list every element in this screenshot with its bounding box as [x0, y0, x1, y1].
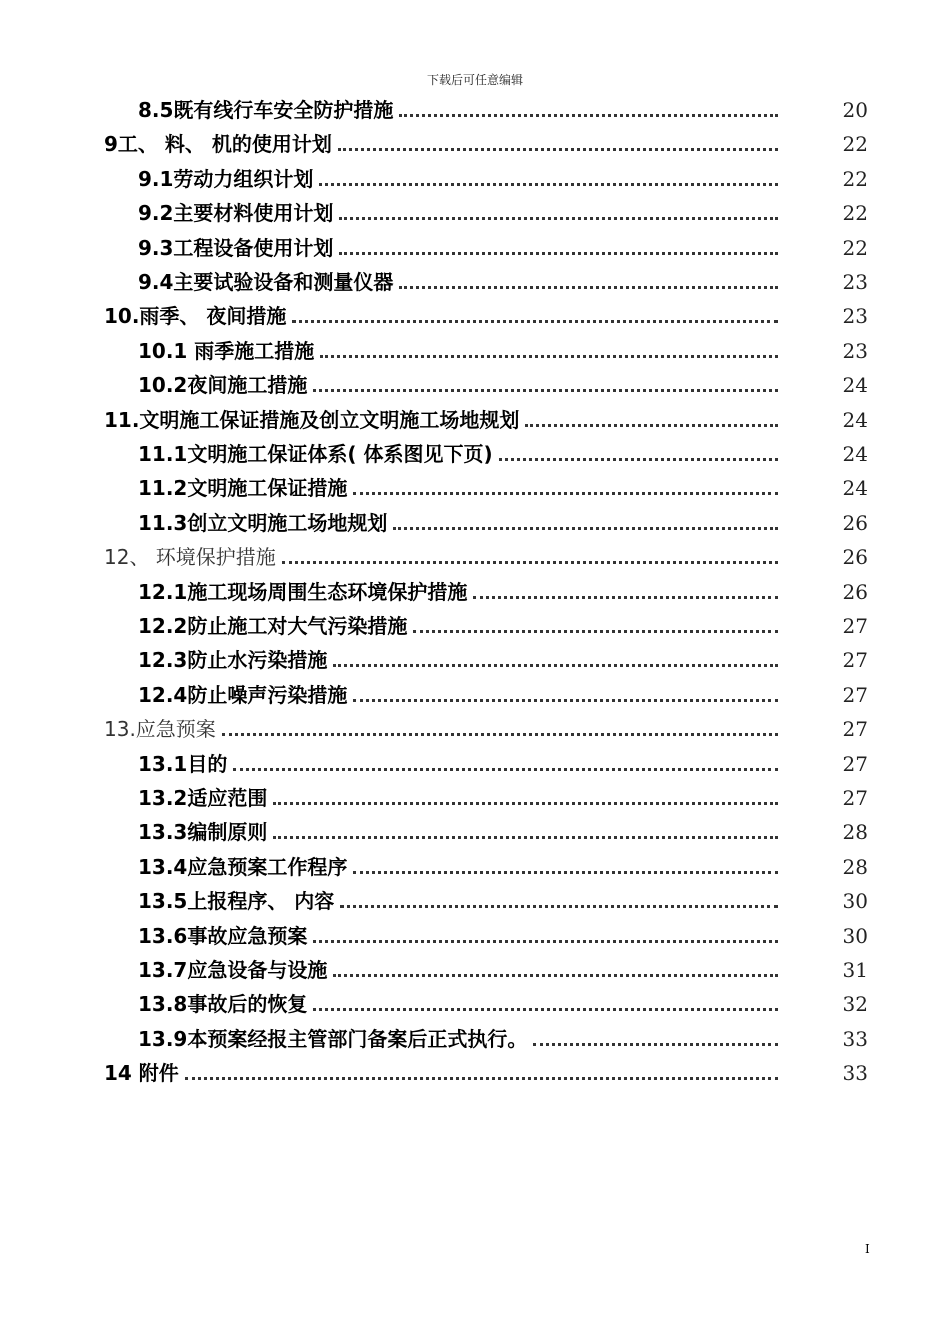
toc-entry-page-number: 24: [842, 407, 868, 432]
toc-entry[interactable]: [0, 122, 950, 156]
toc-entry[interactable]: [0, 776, 950, 810]
toc-entry-page-number: 33: [842, 1061, 868, 1086]
toc-entry-page-number: 22: [842, 201, 868, 226]
toc-entry[interactable]: [0, 226, 950, 260]
toc-entry[interactable]: [0, 982, 950, 1016]
toc-entry[interactable]: [0, 845, 950, 879]
toc-entry-page-number: 33: [842, 1026, 868, 1051]
toc-entry-page-number: 27: [842, 786, 868, 810]
dot-leader: [333, 662, 778, 667]
toc-entry-title: 10.1 雨季施工措施: [138, 338, 315, 363]
dot-leader: [313, 1006, 778, 1011]
toc-entry-page-number: 26: [842, 545, 868, 570]
toc-entry[interactable]: [0, 294, 950, 328]
toc-entry[interactable]: [0, 948, 950, 982]
dot-leader: [413, 628, 778, 633]
toc-entry[interactable]: [0, 398, 950, 432]
toc-entry[interactable]: [0, 501, 950, 535]
toc-entry-title: 9.3工程设备使用计划: [138, 235, 334, 260]
toc-entry-title: 9.2主要材料使用计划: [138, 201, 334, 226]
dot-leader: [353, 869, 778, 874]
toc-entry-page-number: 32: [842, 992, 868, 1017]
dot-leader: [185, 1075, 778, 1080]
toc-entry-page-number: 28: [842, 820, 868, 845]
toc-entry-title: 13.9本预案经报主管部门备案后正式执行。: [138, 1026, 528, 1051]
toc-entry-title: 12.1施工现场周围生态环境保护措施: [138, 579, 468, 604]
dot-leader: [339, 215, 778, 220]
toc-entry[interactable]: [0, 1051, 950, 1085]
dot-leader: [353, 490, 778, 495]
toc-entry-page-number: 23: [842, 338, 868, 363]
dot-leader: [320, 353, 778, 358]
toc-entry-title: 13.2适应范围: [138, 786, 268, 810]
dot-leader: [273, 834, 778, 839]
toc-entry-title: 13.4应急预案工作程序: [138, 854, 348, 879]
toc-entry-page-number: 27: [842, 648, 868, 673]
toc-entry-page-number: 22: [842, 235, 868, 260]
toc-entry-title: 9.4主要试验设备和测量仪器: [138, 270, 394, 294]
toc-entry-title: 10.2夜间施工措施: [138, 373, 308, 398]
dot-leader: [273, 800, 778, 805]
dot-leader: [393, 525, 778, 530]
toc-entry-page-number: 30: [842, 889, 868, 914]
dot-leader: [399, 284, 778, 289]
toc-entry[interactable]: [0, 707, 950, 741]
toc-entry-page-number: 27: [842, 682, 868, 707]
dot-leader: [473, 594, 778, 599]
toc-entry-page-number: 28: [842, 854, 868, 879]
toc-entry-title: 13.3编制原则: [138, 820, 268, 845]
dot-leader: [353, 697, 778, 702]
dot-leader: [340, 903, 778, 908]
toc-entry-title: 11.3创立文明施工场地规划: [138, 510, 388, 535]
toc-entry-title: 13.8事故后的恢复: [138, 992, 308, 1017]
toc-entry-page-number: 26: [842, 579, 868, 604]
toc-entry[interactable]: [0, 260, 950, 294]
dot-leader: [319, 181, 778, 186]
toc-entry-page-number: 22: [842, 132, 868, 157]
toc-entry-title: 9.1劳动力组织计划: [138, 166, 314, 191]
toc-entry-title: 12.4防止噪声污染措施: [138, 682, 348, 707]
toc-entry-title: 13.1目的: [138, 751, 228, 776]
toc-entry-page-number: 30: [842, 923, 868, 948]
toc-entry-page-number: 27: [842, 717, 868, 742]
dot-leader: [338, 146, 778, 151]
toc-entry-title: 13.7应急设备与设施: [138, 958, 328, 982]
toc-entry[interactable]: [0, 638, 950, 672]
toc-entry-page-number: 20: [842, 98, 868, 122]
dot-leader: [313, 938, 778, 943]
toc-entry-page-number: 31: [842, 958, 868, 982]
dot-leader: [233, 766, 778, 771]
dot-leader: [339, 250, 778, 255]
toc-entry[interactable]: [0, 742, 950, 776]
toc-entry-title: 13.6事故应急预案: [138, 923, 308, 948]
toc-entry-title: 8.5既有线行车安全防护措施: [138, 98, 394, 122]
dot-leader: [292, 318, 778, 323]
toc-entry[interactable]: [0, 157, 950, 191]
dot-leader: [525, 422, 778, 427]
toc-entry-title: 13.应急预案: [104, 717, 216, 742]
toc-entry-title: 11.2文明施工保证措施: [138, 476, 348, 501]
toc-entry-page-number: 24: [842, 373, 868, 398]
toc-entry[interactable]: [0, 191, 950, 225]
toc-entry[interactable]: [0, 466, 950, 500]
page-header: 下载后可任意编辑: [426, 73, 523, 87]
toc-entry-page-number: 22: [842, 166, 868, 191]
dot-leader: [399, 112, 778, 117]
toc-entry[interactable]: [0, 88, 950, 122]
toc-entry[interactable]: [0, 363, 950, 397]
toc-entry-title: 12.3防止水污染措施: [138, 648, 328, 673]
toc-entry-page-number: 26: [842, 510, 868, 535]
toc-entry-title: 12.2防止施工对大气污染措施: [138, 614, 408, 638]
toc-entry-title: 13.5上报程序、 内容: [138, 889, 335, 914]
toc-entry[interactable]: [0, 673, 950, 707]
toc-entry[interactable]: [0, 1017, 950, 1051]
toc-entry[interactable]: [0, 432, 950, 466]
toc-entry-page-number: 24: [842, 442, 868, 466]
toc-entry[interactable]: [0, 535, 950, 569]
toc-entry-page-number: 27: [842, 614, 868, 638]
toc-entry[interactable]: [0, 570, 950, 604]
page-number-mark: I: [865, 1242, 870, 1256]
toc-entry[interactable]: [0, 879, 950, 913]
toc-entry-title: 12、 环境保护措施: [104, 545, 276, 570]
toc-entry[interactable]: [0, 604, 950, 638]
dot-leader: [499, 456, 778, 461]
dot-leader: [222, 731, 778, 736]
toc-entry-page-number: 27: [842, 751, 868, 776]
toc-entry[interactable]: [0, 329, 950, 363]
toc-entry-title: 11.1文明施工保证体系( 体系图见下页): [138, 442, 493, 466]
dot-leader: [333, 972, 778, 977]
dot-leader: [282, 559, 778, 564]
toc-entry[interactable]: [0, 810, 950, 844]
toc-entry-title: 14 附件: [104, 1061, 179, 1086]
toc-entry-page-number: 23: [842, 270, 868, 294]
toc-entry[interactable]: [0, 914, 950, 948]
dot-leader: [533, 1041, 778, 1046]
toc-entry-title: 9工、 料、 机的使用计划: [104, 132, 332, 157]
toc-entry-page-number: 24: [842, 476, 868, 501]
toc-entry-page-number: 23: [842, 304, 868, 329]
toc-entry-title: 10.雨季、 夜间措施: [104, 304, 287, 329]
toc-entry-title: 11.文明施工保证措施及创立文明施工场地规划: [104, 407, 520, 432]
dot-leader: [313, 387, 778, 392]
